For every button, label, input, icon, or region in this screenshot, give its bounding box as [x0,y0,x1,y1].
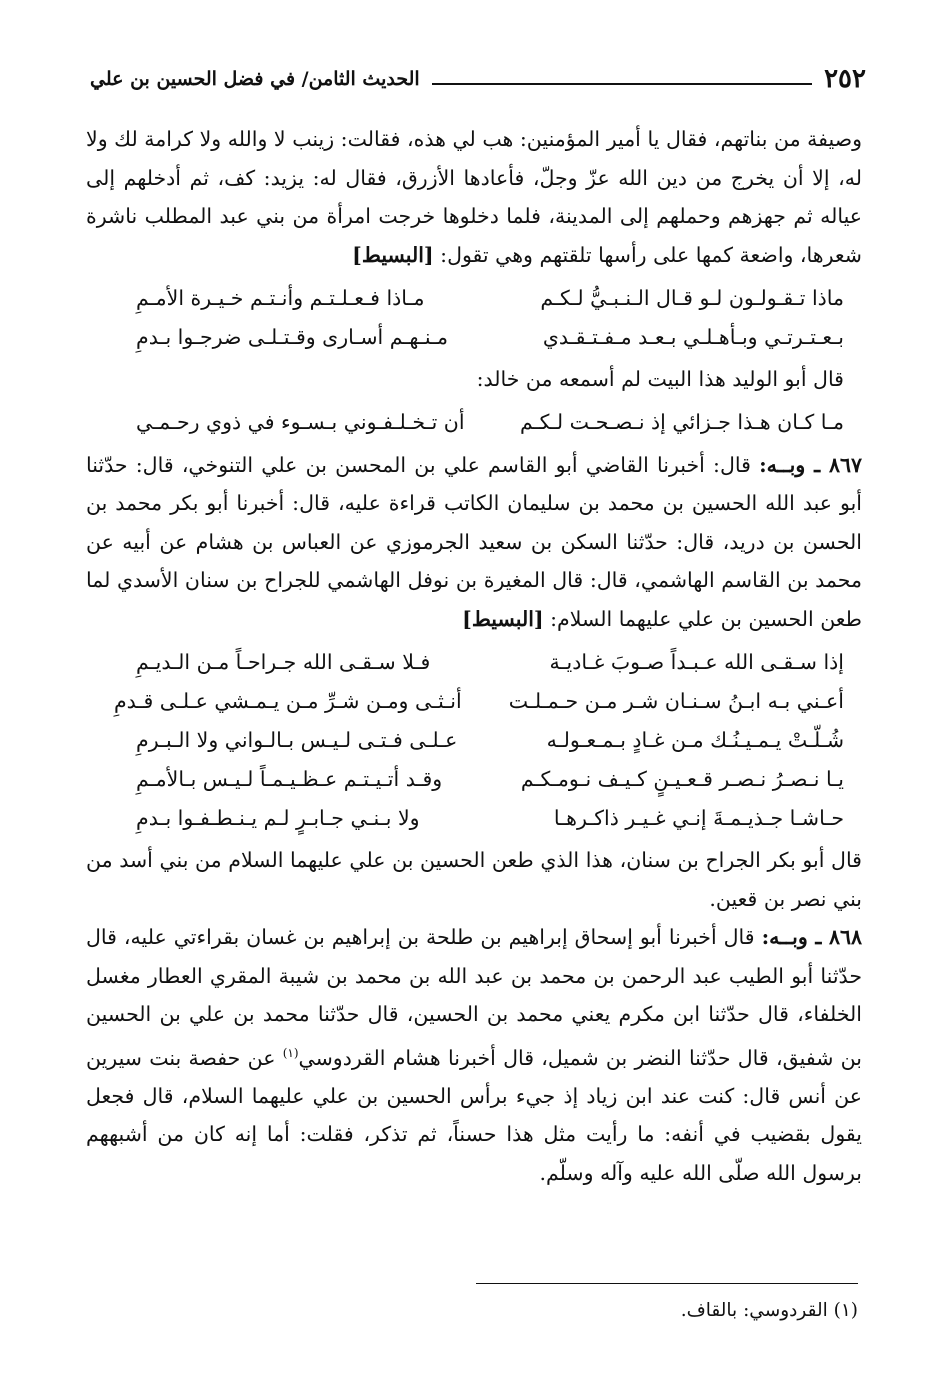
abu-bakr-note: قال أبو بكر الجراح بن سنان، هذا الذي طعن الحسين بن علي عليهما السلام من بني أسد من بني نصر بن قعين. [86,848,862,911]
opening-paragraph: وصيفة من بناتهم، فقال يا أمير المؤمنين: هب لي هذه، فقالت: زينب لا والله ولا كرامة لك ولا له، إلا أن يخرج من دين الله عزّ وجلّ، فأعادها الأزرق، فقال له: يزيد: كف، ثم أدخلهم إلى عياله ثم جهزهم وحملهم إلى المدينة، فلما دخلوها خرجت امرأة من بني عبد المطلب ناشرة شعرها، واضعة كمها على رأسها تلقتهم وهي تقول: [البسيط] [86,127,862,267]
verse-second-hemistich: ولا بـنـي جـابـرٍ لـم يـنـطـفـوا بـدمِ [136,805,420,830]
page-number: ٢٥٢ [824,64,866,94]
verse-second-hemistich: مـنـهـم أسـارى وقـتـلـى ضرجـوا بـدمِ [136,324,449,349]
running-title: الحديث الثامن/ في فضل الحسين بن علي [90,68,420,90]
footnote: (١) القردوسي: بالقاف. [680,1300,858,1321]
footnote-rule [476,1283,858,1284]
meter-label: [البسيط] [462,606,544,631]
verse-first-hemistich: شُـلّـتْ يـمـيـنُـك مـن غـادٍ بـمـعـولـه [546,727,844,752]
verse-first-hemistich: أعـني بـه ابـنُ سـنـان شـر مـن حـمـلـت [508,688,844,713]
verse-first-hemistich: يـا نـصـرُ نـصـر قـعـيـنٍ كـيـف نـومـكـم [520,766,844,791]
verse [86,317,862,356]
verse-second-hemistich: مـاذا فـعـلـتـم وأنـتـم خـيـرة الأمـمِ [136,285,425,310]
abu-walid-note: قال أبو الوليد هذا البيت لم أسمعه من خالد: [476,367,844,391]
meter-label: [البسيط] [352,242,434,267]
verse-first-hemistich: ماذا تـقـولـون لـو قـال الـنـبـيُّ لـكـم [540,285,844,310]
hadith-number: ٨٦٨ ـ وبــه: [761,925,862,949]
verse [86,720,862,759]
verse-second-hemistich: أنـثـى ومـن شـرِّ مـن يـمـشي عـلـى قـدمِ [113,688,462,713]
verse-first-hemistich: حـاشـا جـذيـمـةَ إنـي غـيـر ذاكـرهـا [553,805,844,830]
page-header [90,62,866,96]
verse [86,403,862,442]
verse [86,642,862,681]
verse [86,759,862,798]
verse-first-hemistich: إذا سـقـى الله عـبـداً صـوبَ غـاديـة [549,649,844,674]
verse-second-hemistich: أن تـخـلـفـوني بـسـوء في ذوي رحـمـي [136,410,465,434]
verse [86,278,862,317]
hadith-number: ٨٦٧ ـ وبــه: [759,452,862,477]
poem-2 [86,642,862,837]
footnote-reference[interactable]: (١) [282,1045,299,1060]
verse [86,798,862,837]
verse-first-hemistich: بـعـتـرتـي وبـأهـلـي بـعـد مـفـتـقـدي [542,324,844,349]
poem-1-extra [86,403,862,442]
hadith-867: ٨٦٧ ـ وبــه: قال: أخبرنا القاضي أبو القاسم علي بن المحسن بن علي التنوخي، قال: حدّثنا أبو عبد الله الحسين بن محمد بن سليمان الكاتب قراءة عليه، قال: أخبرنا أبو بكر محمد بن الحسن بن دريد، قال: حدّثنا السكن بن سعيد الجرموزي عن العباس بن هشام عن أبيه عن محمد بن القاسم الهاشمي، قال: قال المغيرة بن نوفل الهاشمي للجراح بن سنان الأسدي لما طعن الحسين بن علي عليهما السلام: [البسيط] [86,452,862,631]
page-body [86,120,862,1192]
poem-1 [86,278,862,356]
hadith-868: ٨٦٨ ـ وبــه: قال أخبرنا أبو إسحاق إبراهيم بن طلحة بن إبراهيم بن غسان بقراءتي عليه، قال حدّثنا أبو الطيب عبد الرحمن بن محمد بن عبد الله بن محمد بن شيبة المقري العطار مغسل الخلفاء، قال حدّثنا ابن مكرم يعني محمد بن الحسين، قال حدّثنا محمد بن علي بن الحسين بن شفيق، قال حدّثنا النضر بن شميل، قال أخبرنا هشام القردوسي$^{(١)}$ عن حفصة بنت سيرين عن أنس قال: كنت عند ابن زياد إذ جيء برأس الحسين بن علي عليهما السلام، قال فجعل يقول بقضيب في أنفه: ما رأيت مثل هذا حسناً، ثم تذكر، فقلت: أما إنه كان من أشبههم برسول الله صلّى الله عليه وآله وسلّم. [86,925,862,1185]
verse-second-hemistich: فـلا سـقـى الله جـراحـاً مـن الـديـمِ [136,649,431,674]
header-rule [432,83,812,85]
verse-second-hemistich: وقـد أتـيـتـم عـظـيـمـاً لـيـس بـالأمـمِ [136,766,443,791]
verse [86,681,862,720]
verse-second-hemistich: عـلـى فـتـى لـيـس بـالـواني ولا الـبـرمِ [136,727,458,752]
verse-first-hemistich: مـا كـان هـذا جـزائي إذ نـصـحـت لـكـم [519,410,844,434]
